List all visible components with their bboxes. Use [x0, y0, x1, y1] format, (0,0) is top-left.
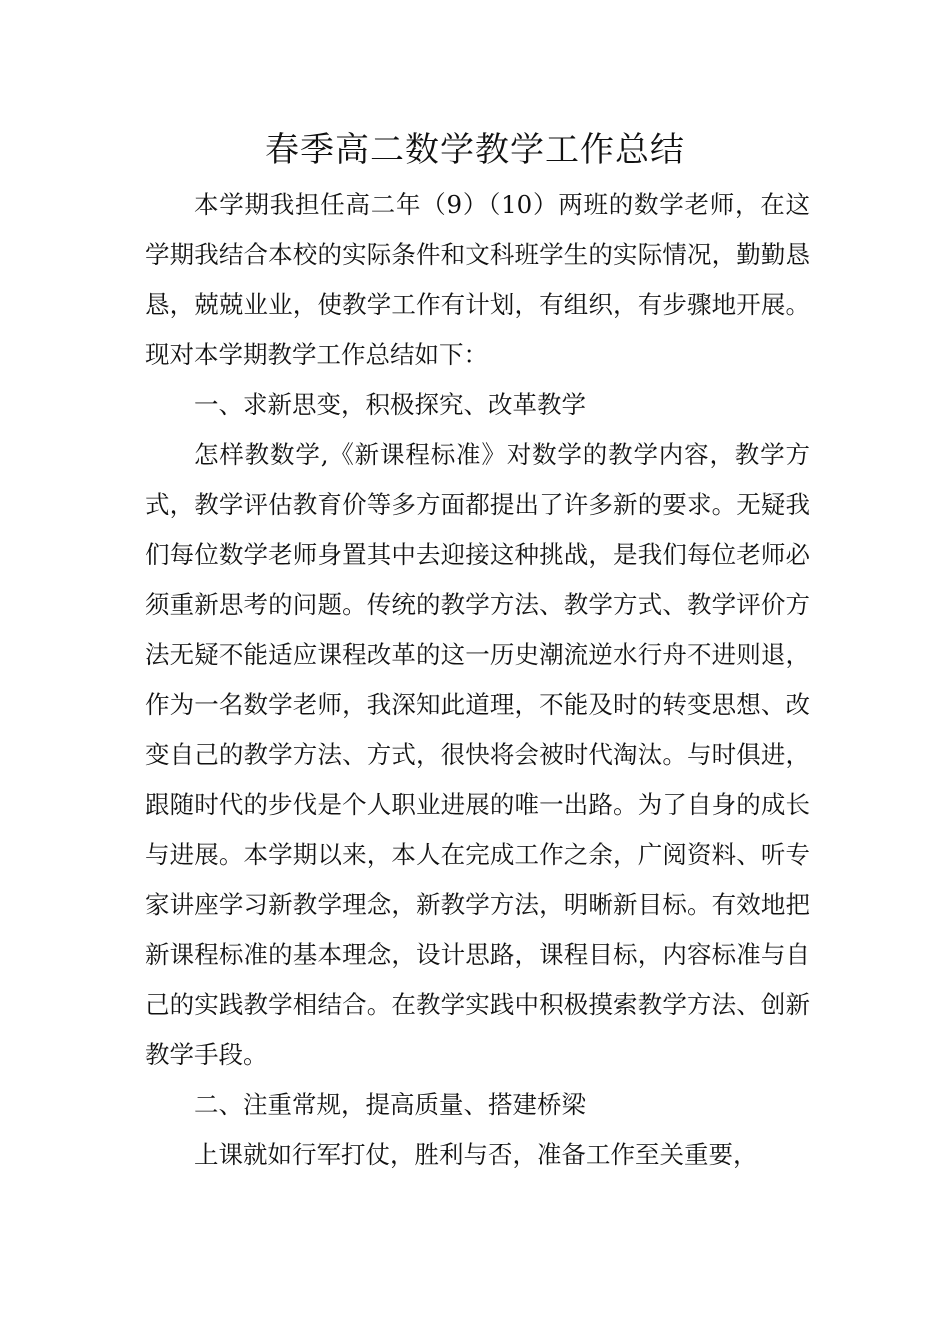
section-heading-2: 二、注重常规，提高质量、搭建桥梁 [194, 1090, 586, 1119]
paragraph-section-1: 怎样教数学,《新课程标准》对数学的教学内容，教学方式，教学评估教育价等多方面都提出了许多新的要求。无疑我们每位数学老师身置其中去迎接这种挑战，是我们每位老师必须重新思考的问题。传统的教学方法、教学方式、教学评价方法无疑不能适应课程改革的这一历史潮流逆水行舟不进则退，作为一名数学老师，我深知此道理，不能及时的转变思想、改变自己的教学方法、方式，很快将会被时代淘汰。与时俱进，跟随时代的步伐是个人职业进展的唯一出路。为了自身的成长与进展。本学期以来，本人在完成工作之余，广阅资料、听专家讲座学习新教学理念，新教学方法，明晰新目标。有效地把新课程标准的基本理念，设计思路，课程目标，内容标准与自己的实践教学相结合。在教学实践中积极摸索教学方法、创新教学手段。 [145, 440, 810, 1069]
document-title: 春季高二数学教学工作总结 [265, 130, 685, 170]
section-heading-1: 一、求新思变，积极探究、改革教学 [194, 390, 586, 419]
paragraph-section-2: 上课就如行军打仗，胜利与否，准备工作至关重要， [194, 1140, 758, 1169]
paragraph-intro: 本学期我担任高二年（9）（10）两班的数学老师，在这学期我结合本校的实际条件和文科班学生的实际情况，勤勤恳恳，兢兢业业，使教学工作有计划，有组织，有步骤地开展。现对本学期教学工作总结如下： [145, 190, 810, 369]
document-body [145, 180, 810, 1180]
